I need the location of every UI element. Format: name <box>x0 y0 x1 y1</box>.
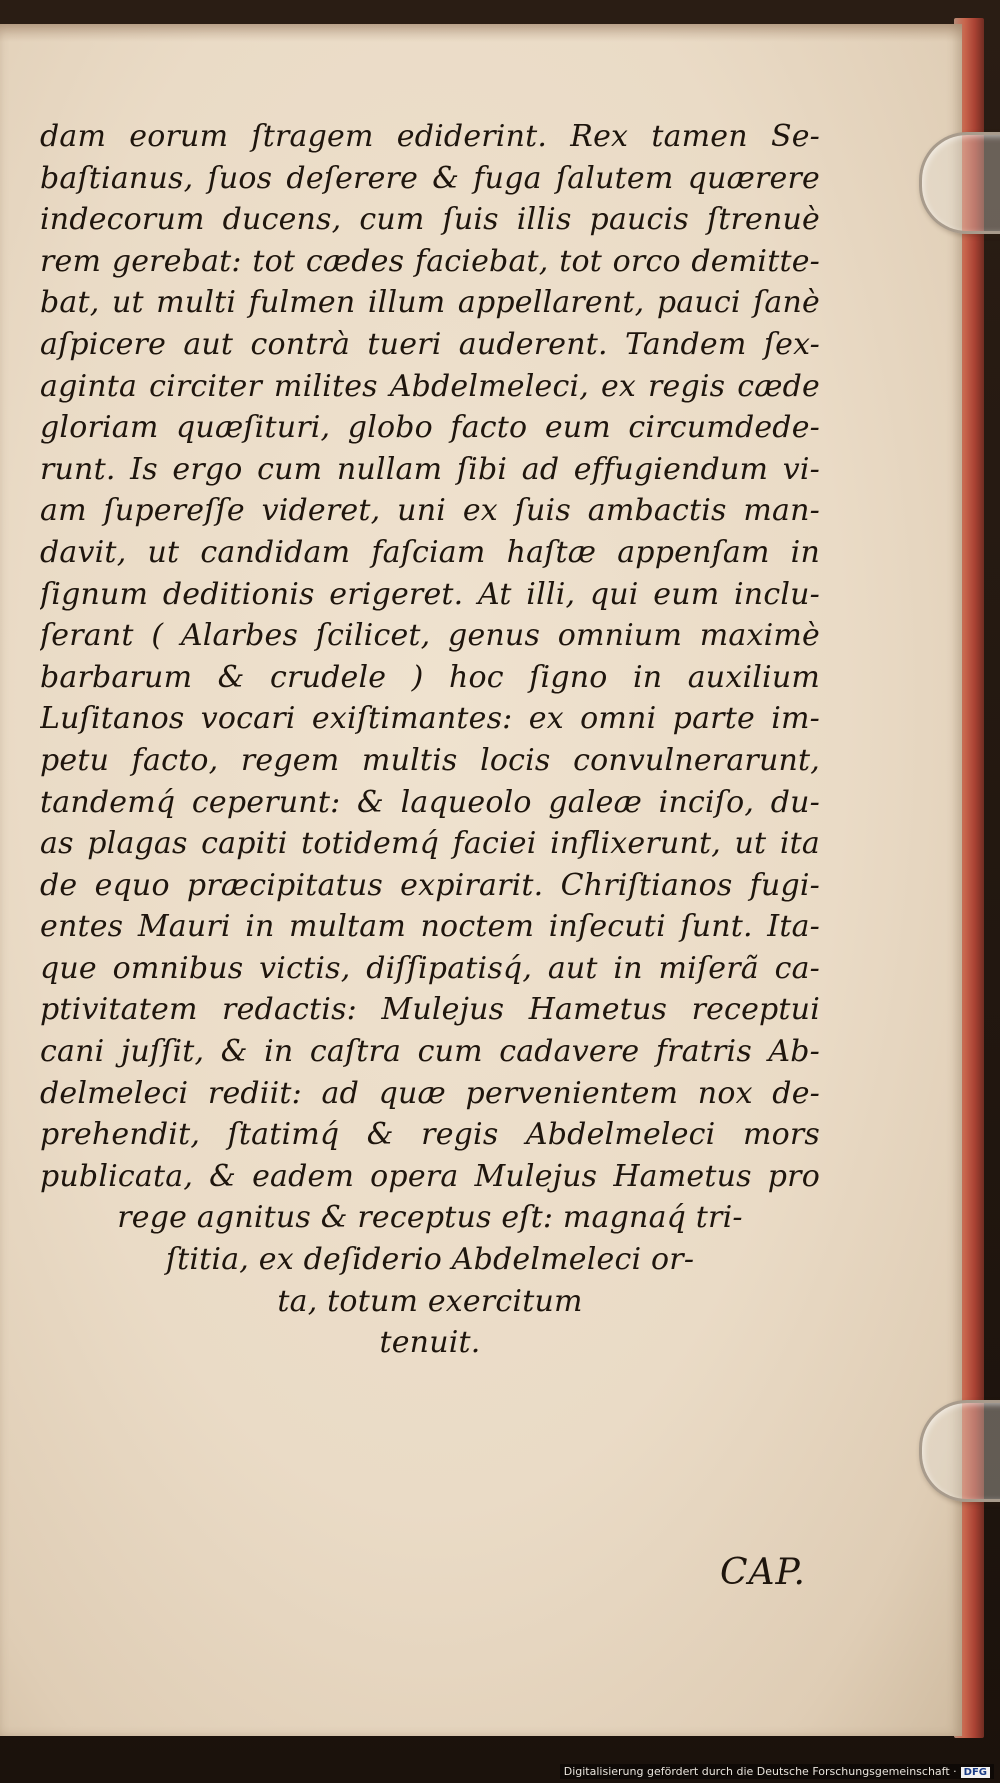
text-line: de equo præcipitatus expirarit. Chriſtianos fugi- <box>40 867 820 903</box>
catchword: CAP. <box>720 1552 806 1593</box>
text-line: publicata, & eadem opera Mulejus Hametus pro <box>40 1158 820 1194</box>
digitization-credit <box>560 1764 994 1779</box>
credit-text: Digitalisierung gefördert durch die Deutsche Forschungsgemeinschaft · <box>563 1765 957 1778</box>
text-line: indecorum ducens, cum ſuis illis paucis ſtrenuè <box>40 202 820 238</box>
text-line: davit, ut candidam faſciam haſtæ appenſam in <box>40 534 820 570</box>
text-line: ptivitatem redactis: Mulejus Hametus receptui <box>40 992 820 1028</box>
page-clip-top <box>919 132 1000 234</box>
tail-line: rege agnitus & receptus eſt: magnaq́ tri- <box>117 1200 743 1236</box>
text-line: ſignum deditionis erigeret. At illi, qui eum inclu- <box>40 576 820 612</box>
text-line: rem gerebat: tot cædes faciebat, tot orco demitte- <box>40 243 820 279</box>
tail-line: ta, totum exercitum <box>277 1283 583 1319</box>
text-line: Luſitanos vocari exiſtimantes: ex omni parte im- <box>40 701 820 737</box>
text-line: cani juſſit, & in caſtra cum cadavere fratris Ab- <box>40 1034 820 1070</box>
body-text <box>40 116 820 1364</box>
text-line: gloriam quæſituri, globo facto eum circumdede- <box>40 410 820 446</box>
text-line: tandemq́ ceperunt: & laqueolo galeæ inciſo, du- <box>40 784 820 820</box>
text-line: as plagas capiti totidemq́ faciei inflixerunt, ut ita <box>40 826 820 862</box>
text-line: dam eorum ſtragem ediderint. Rex tamen Se- <box>40 119 820 154</box>
dfg-logo: DFG <box>961 1767 990 1778</box>
text-line: prehendit, ſtatimq́ & regis Abdelmeleci mors <box>40 1117 820 1153</box>
text-line: petu facto, regem multis locis convulnerarunt, <box>40 742 820 778</box>
text-line: que omnibus victis, diſſipatisq́, aut in miſerã ca- <box>40 950 820 986</box>
text-line: barbarum & crudele ) hoc ſigno in auxilium <box>40 659 820 695</box>
text-line: aſpicere aut contrà tueri auderent. Tandem ſex- <box>40 326 820 362</box>
tail-line: ſtitia, ex deſiderio Abdelmeleci or- <box>165 1242 695 1278</box>
text-line: runt. Is ergo cum nullam ſibi ad effugiendum vi- <box>40 451 820 487</box>
text-line: baſtianus, ſuos deſerere & fuga ſalutem quærere <box>40 160 820 196</box>
text-line: entes Mauri in multam noctem inſecuti ſunt. Ita- <box>40 909 820 945</box>
text-line: aginta circiter milites Abdelmeleci, ex regis cæde <box>40 368 820 404</box>
text-line: delmeleci rediit: ad quæ pervenientem nox de- <box>40 1075 820 1111</box>
page-clip-bottom <box>919 1400 1000 1502</box>
book-page <box>0 24 962 1736</box>
tail-line: tenuit. <box>379 1325 481 1361</box>
text-line: ſerant ( Alarbes ſcilicet, genus omnium maximè <box>40 618 820 654</box>
text-line: bat, ut multi fulmen illum appellarent, pauci ſanè <box>40 285 820 321</box>
text-line: am ſupereſſe videret, uni ex ſuis ambactis man- <box>40 493 820 529</box>
